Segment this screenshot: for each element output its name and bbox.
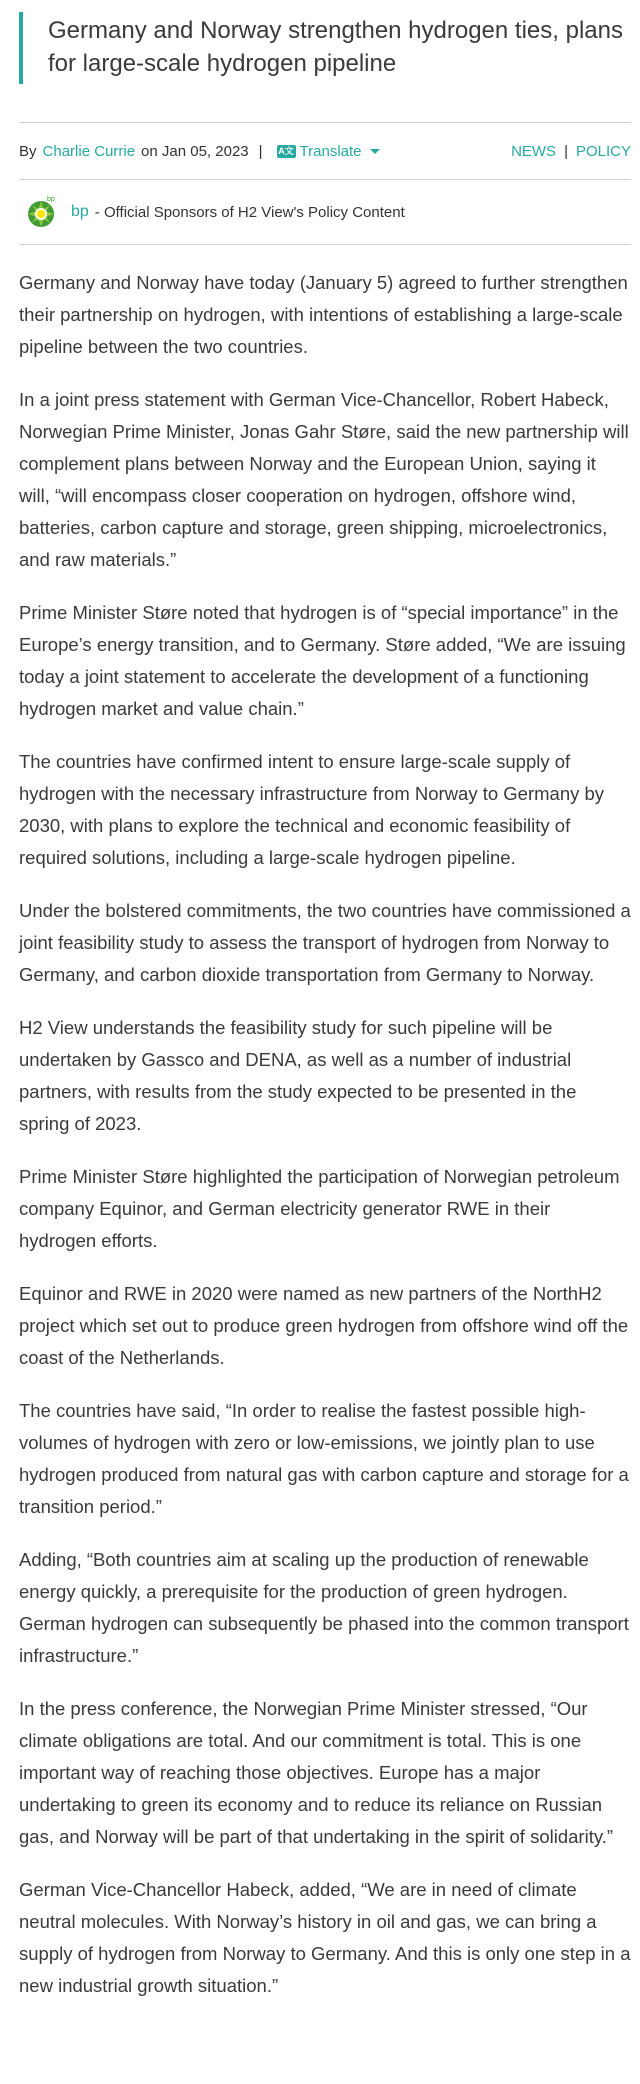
author-link[interactable]: Charlie Currie <box>42 142 136 160</box>
article-body <box>19 245 631 2002</box>
translate-icon: A文 <box>278 145 294 156</box>
article-container <box>19 12 631 2002</box>
svg-text:bp: bp <box>47 196 55 203</box>
page-title: Germany and Norway strengthen hydrogen ties, plans for large-scale hydrogen pipeline <box>48 17 623 77</box>
title-block <box>19 12 631 84</box>
paragraph: In a joint press statement with German Vice-Chancellor, Robert Habeck, Norwegian Prime Minister, Jonas Gahr Støre, said the new partnership will complement plans between Norway and the European Union, saying it will, “will encompass closer cooperation on hydrogen, offshore wind, batteries, carbon capture and storage, green shipping, microelectronics, and raw materials.” <box>19 389 629 570</box>
translate-dropdown[interactable] <box>273 143 380 160</box>
byline-by: By <box>19 142 37 160</box>
byline-bar <box>19 123 631 179</box>
category-news-link[interactable]: NEWS <box>511 142 557 160</box>
sponsor-bar <box>19 180 631 244</box>
paragraph: In the press conference, the Norwegian Prime Minister stressed, “Our climate obligations are total. And our commitment is total. This is one important way of reaching those objectives. Europe has a major undertaking to green its economy and to reduce its reliance on Russian gas, and Norway will be part of that undertaking in the spirit of solidarity.” <box>19 1698 614 1847</box>
paragraph: Equinor and RWE in 2020 were named as new partners of the NorthH2 project which set out to produce green hydrogen from offshore wind off the coast of the Netherlands. <box>19 1283 629 1368</box>
paragraph: The countries have confirmed intent to ensure large-scale supply of hydrogen with the necessary infrastructure from Norway to Germany by 2030, with plans to explore the technical and economic feasibility of required solutions, including a large-scale hydrogen pipeline. <box>19 751 605 868</box>
paragraph: Germany and Norway have today (January 5) agreed to further strengthen their partnership on hydrogen, with intentions of establishing a large-scale pipeline between the two countries. <box>19 272 628 357</box>
paragraph: Prime Minister Støre noted that hydrogen is of “special importance” in the Europe’s energy transition, and to Germany. Støre added, “We are issuing today a joint statement to accelerate the development of a functioning hydrogen market and value chain.” <box>19 602 626 719</box>
bp-logo-icon[interactable] <box>23 194 59 230</box>
chevron-down-icon <box>370 149 380 154</box>
paragraph: H2 View understands the feasibility study for such pipeline will be undertaken by Gassco and DENA, as well as a number of industrial partners, with results from the study expected to be presented in the spring of 2023. <box>19 1017 577 1134</box>
paragraph: Prime Minister Støre highlighted the participation of Norwegian petroleum company Equinor, and German electricity generator RWE in their hydrogen efforts. <box>19 1166 620 1251</box>
paragraph: Under the bolstered commitments, the two countries have commissioned a joint feasibility study to assess the transport of hydrogen from Norway to Germany, and carbon dioxide transportation from Germany to Norway. <box>19 900 631 985</box>
sponsor-brand[interactable]: bp <box>71 203 89 220</box>
paragraph: Adding, “Both countries aim at scaling up the production of renewable energy quickly, a prerequisite for the production of green hydrogen. German hydrogen can subsequently be phased into the common transport infrastructure.” <box>19 1549 629 1666</box>
paragraph: German Vice-Chancellor Habeck, added, “We are in need of climate neutral molecules. With Norway’s history in oil and gas, we can bring a supply of hydrogen from Norway to Germany. And this is only one step in a new industrial growth situation.” <box>19 1879 631 1996</box>
sponsor-text: - Official Sponsors of H2 View's Policy Content <box>94 203 405 221</box>
publish-date: on Jan 05, 2023 <box>141 142 249 160</box>
byline-divider: | <box>258 142 263 160</box>
paragraph: The countries have said, “In order to realise the fastest possible high-volumes of hydrogen with zero or low-emissions, we jointly plan to use hydrogen produced from natural gas with carbon capture and storage for a transition period.” <box>19 1400 629 1517</box>
category-policy-link[interactable]: POLICY <box>575 142 631 160</box>
translate-label: Translate <box>299 142 362 160</box>
category-divider: | <box>564 142 568 160</box>
